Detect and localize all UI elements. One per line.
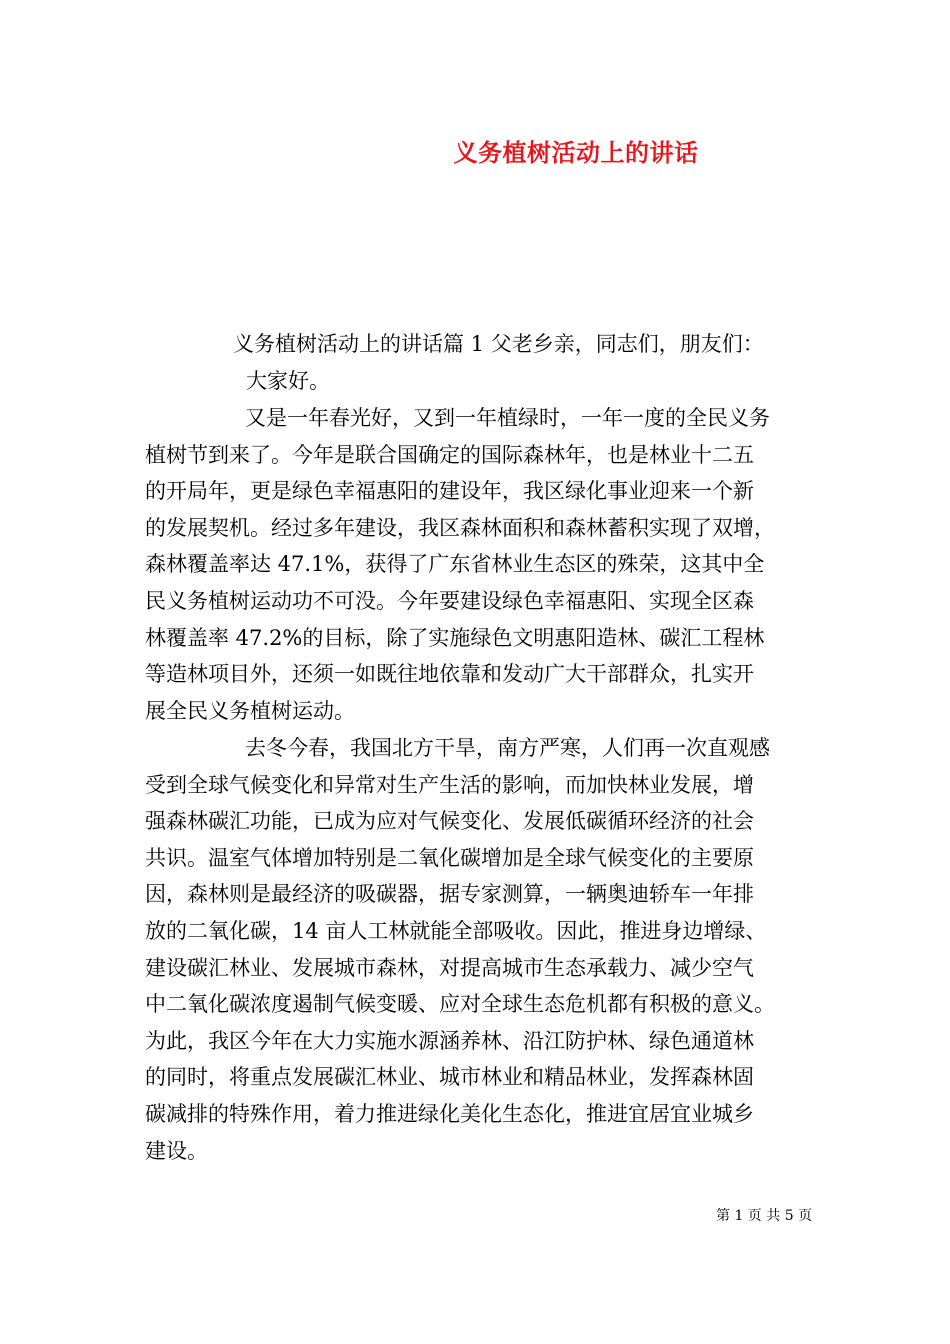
paragraph-line: 的同时，将重点发展碳汇林业、城市林业和精品林业，发挥森林固 <box>145 1065 754 1090</box>
paragraph-line: 又是一年春光好，又到一年植绿时，一年一度的全民义务 <box>245 406 770 430</box>
paragraph-line: 受到全球气候变化和异常对生产生活的影响，而加快林业发展，增 <box>145 772 754 797</box>
paragraph-line: 因，森林则是最经济的吸碳器，据专家测算，一辆奥迪轿车一年排 <box>145 882 754 907</box>
paragraph-line: 森林覆盖率达 47.1%，获得了广东省林业生态区的殊荣，这其中全 <box>145 552 765 577</box>
paragraph-line: 强森林碳汇功能，已成为应对气候变化、发展低碳循环经济的社会 <box>145 809 754 834</box>
paragraph-1 <box>145 400 815 729</box>
paragraph-2 <box>145 730 815 1169</box>
paragraph-line: 建设碳汇林业、发展城市森林，对提高城市生态承载力、减少空气 <box>145 955 754 980</box>
paragraph-line: 放的二氧化碳，14 亩人工林就能全部吸收。因此，推进身边增绿、 <box>145 918 767 943</box>
intro-line: 义务植树活动上的讲话篇 1 父老乡亲，同志们，朋友们： <box>233 332 764 356</box>
paragraph-line: 林覆盖率 47.2%的目标，除了实施绿色文明惠阳造林、碳汇工程林 <box>145 625 765 650</box>
page-footer: 第 1 页 共 5 页 <box>716 1208 813 1224</box>
paragraph-line: 中二氧化碳浓度遏制气候变暖、应对全球生态危机都有积极的意义。 <box>145 992 775 1017</box>
paragraph-line: 为此，我区今年在大力实施水源涵养林、沿江防护林、绿色通道林 <box>145 1028 754 1053</box>
greeting-line: 大家好。 <box>246 369 330 393</box>
paragraph-line: 建设。 <box>145 1138 208 1163</box>
paragraph-line: 的开局年，更是绿色幸福惠阳的建设年，我区绿化事业迎来一个新 <box>145 479 754 504</box>
paragraph-line: 去冬今春，我国北方干旱，南方严寒，人们再一次直观感 <box>245 736 770 760</box>
paragraph-line: 等造林项目外，还须一如既往地依靠和发动广大干部群众，扎实开 <box>145 662 754 687</box>
paragraph-line: 碳减排的特殊作用，着力推进绿化美化生态化，推进宜居宜业城乡 <box>145 1101 754 1126</box>
document-title: 义务植树活动上的讲话 <box>453 138 699 167</box>
paragraph-line: 植树节到来了。今年是联合国确定的国际森林年，也是林业十二五 <box>145 442 754 467</box>
paragraph-line: 展全民义务植树运动。 <box>145 698 355 723</box>
paragraph-line: 民义务植树运动功不可没。今年要建设绿色幸福惠阳、实现全区森 <box>145 588 754 613</box>
paragraph-line: 共识。温室气体增加特别是二氧化碳增加是全球气候变化的主要原 <box>145 845 754 870</box>
paragraph-line: 的发展契机。经过多年建设，我区森林面积和森林蓄积实现了双增， <box>145 515 775 540</box>
